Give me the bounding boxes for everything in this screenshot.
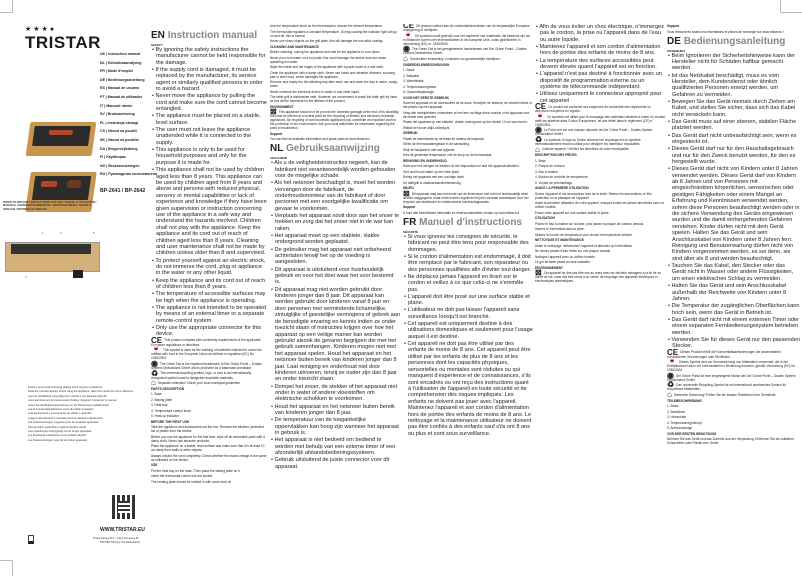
language-item: RU | Руководство пользователя [100, 172, 158, 177]
subsection-title: AVANT LA PREMIÈRE UTILISATION [535, 186, 589, 191]
en-section [151, 28, 267, 575]
disclaimer-line: Lea el manual detenidamente antes de utilizar el aparato. [28, 408, 95, 412]
green-dot-icon: ◉ [403, 44, 410, 54]
safety-item: • Si le cordon d'alimentation est endommagé, il doit être remplacé par le fabricant, son réparateur ou des personnes qualifiées afin d'éviter tout danger. [403, 254, 533, 273]
language-item: FI | Käyttöopas [100, 155, 126, 160]
subsection-title: SÉCURITÉ [403, 229, 419, 234]
disclaimer-line: Lue käyttöopas huolellisesti ennen laitteen käyttöä. [28, 434, 87, 438]
text-line: Never pour cold water on a hot plate, this could damage the device and can cause splashing hot water. [270, 55, 387, 64]
text-line: Reinig het apparaat met een vochtige doek. [403, 175, 465, 180]
symbol-paragraph [403, 30, 533, 46]
recycling-icon: ♻ [535, 134, 543, 144]
crop-mark [0, 560, 13, 576]
weee-bin-icon: ⊠ [270, 107, 277, 117]
text-line: Kies de gewenste temperatuur met de knop op de thermostaat. [403, 153, 493, 158]
safety-item: • Only use the appropriate connector for this device. [151, 325, 267, 338]
text-line: Posez votre appareil sur une surface stable et plane. [535, 210, 610, 215]
text-line: 5. Voyant de préchauffage [535, 180, 573, 185]
symbol-text: Ce produit est conforme aux exigences de conformité des règlements ou directives européens en vigueur. [535, 104, 651, 114]
recycling-icon: ♻ [151, 368, 159, 378]
safety-item: • Das Gerät darf nicht mit einem externen Timer oder einem separaten Fernbedienungssystem betrieben werden. [667, 317, 800, 336]
text-line: Nettoyez l'appareil avec un chiffon humide. [535, 254, 596, 259]
symbol-paragraph [403, 24, 533, 32]
symbol-text: Der Grüne Punkt ist eine eingetragene Marke der Der Grüne Punkt – Duales System Deutschland GmbH. [667, 373, 796, 382]
symbol-paragraph [535, 111, 665, 127]
safety-item: • L'appareil n'est pas destiné à fonctionner avec un dispositif de programmation externe ou un système de télécommande indépendant. [535, 71, 665, 90]
subsection-title: SICHERHEIT [667, 48, 686, 53]
text-line: 1. Basis [403, 68, 415, 73]
symbol-text: Le Point vert est une marque déposée de Der Grüne Punkt – Duales System Deutschland GmbH. [535, 128, 653, 137]
symbol-text: Dieses Symbol wird zur Kennzeichnung von Materialien verwendet, die in der Europäischen Union mit Lebensmitteln in Berührung kommen, gemäß Verordnung (EG) Nr. 1935/2004. [667, 360, 796, 373]
symbol-paragraph [151, 345, 267, 361]
disclaimer-line: Leia atentamente o manual antes de utilizar o aparelho. [28, 412, 93, 416]
language-list [100, 50, 158, 179]
safety-item: • Cet appareil ne doit pas être utilisé par des enfants de moins de 8 ans. Cet appareil peut être utilisé par les enfants de plus de 8 ans et les personnes dont les capacités physiques, sensorielles ou mentales sont réduites ou qui manquent d'expérience et de connaissances, s'ils sont encadrés ou ont reçu des instructions quant à l'utilisation de l'appareil en toute sécurité et de compréhension des risques impliqués. Les enfants ne doivent pas jouer avec l'appareil. Maintenez l'appareil et son cordon d'alimentation hors de portée des enfants de moins de 8 ans. Le nettoyage et la maintenance utilisateur ne doivent pas être confiés à des enfants sauf s'ils ont 8 ans ou plus et sont sous surveillance. [403, 341, 533, 437]
text-line: Never use sharp objects on the grill plate, this will damage the non-stick coating. [270, 39, 384, 43]
safety-item: • Als het netsnoer beschadigd is, moet het worden vervangen door de fabrikant, de onderhoudsmonteur van de fabrikant of door personen met een soortgelijke kwalificatie om gevaar te voorkomen. [270, 180, 400, 212]
safety-item: • Das Gerät muss auf einer ebenen, stabilen Fläche platziert werden. [667, 119, 800, 132]
symbol-paragraph [151, 358, 267, 370]
safety-item: • Beim Ignorieren der Sicherheitshinweise kann der Hersteller nicht für Schäden haftbar gemacht werden. [667, 53, 800, 72]
language-item: PT | Manual de utilizador [100, 94, 143, 99]
text-line: Nehmen Sie das Gerät und das Zubehör aus der Verpackung. Entfernen Sie die Aufkleber, Schutzfolien oder Plastik vom Gerät. [667, 437, 795, 446]
address-line: 5015 BH Tilburg | The Netherlands [100, 541, 140, 544]
text-line: 5. Aufheizanzeige [667, 426, 693, 431]
fr-continued-section [535, 24, 665, 575]
food-contact-icon: 🍷 [151, 345, 161, 355]
model-number: BP-2641 / BP-2642 [100, 188, 146, 194]
safety-item: • By ignoring the safety instructions the manufacturer cannot be held responsible for the damage. [151, 47, 267, 66]
disclaimer-line: Læs vejledningen omhyggeligt, før du bruger apparatet. [28, 430, 92, 434]
text-line: De tafelgrill is vaatwasmachinebestendig. [403, 180, 462, 185]
disclaimer-line: Před použitím spotřebiče si pečlivě přečtěte návod. [28, 425, 87, 429]
text-line: Placez le bac à chaleur sur la base, puis placez la plaque de cuisson dessus. [535, 221, 644, 226]
disclaimer-line: Läs bruksanvisningen noggrant innan du använder apparaten. [28, 421, 100, 425]
subsection-title: BEFORE THE FIRST USE [151, 419, 190, 424]
text-line: Sortez l'appareil et les accessoires hors de la boîte. Retirez les autocollants, le film protecteur ou le plastique de l'appareil. [535, 191, 652, 200]
ce-mark-icon: CE [535, 102, 547, 112]
weee-bin-icon [28, 535, 34, 544]
symbol-text: Separate collection! Check your local municipal guidelines. [157, 381, 241, 386]
text-line: Haal het apparaat en de accessoires uit de doos. Verwijder de stickers, de beschermfolie of het plastic van het apparaat. [403, 101, 532, 110]
address-line: Tristar Europe B.V. | Jules Verneweg 87 [93, 537, 139, 540]
text-line: Wipe the inside and the edges of the appliance with a paper towel or a soft cloth. [270, 65, 384, 69]
diagram-label: 3 [25, 276, 27, 279]
green-dot-icon: ◉ [151, 358, 158, 368]
symbol-text: Gescheiden inzameling! Controleer uw gemeentelijke richtlijnen. [409, 56, 501, 61]
text-line: 5. Opwarmingslampje [403, 90, 434, 95]
text-line: Remove and empty the fat collecting tray after each use and wash the tray in warm, soapy water. [270, 80, 398, 88]
subsection-title: USE [151, 463, 158, 468]
symbol-text: The Green Dot is het geregistreerde handelsmerk van Der Grüne Punkt – Duales System Deutschland GmbH. [403, 47, 527, 56]
ce-mark-icon: CE [151, 335, 163, 345]
text-line: Wikkel het snoer altijd volledig af. [403, 125, 451, 130]
text-line: Before cleaning, unplug the appliance and wait for the appliance to cool down. [270, 50, 381, 54]
text-line: 4. Temperature control knob [151, 408, 191, 413]
separate-collection-icon: ⌂ [535, 144, 540, 154]
safety-item: • Afin de vous éviter un choc électrique, n'immergez pas le cordon, la prise ou l'appareil dans de l'eau ou autre liquide. [535, 24, 665, 43]
safety-item: • Verplaats het apparaat nooit door aan het snoer te trekken en zorg dat het snoer niet in de war kan raken. [270, 213, 400, 232]
language-item: IT | Manuale utente [100, 103, 133, 108]
language-code: NL [270, 143, 284, 155]
tristar-logo: ★★★● TRISTAR [25, 26, 101, 52]
subsection-title: Support [667, 24, 680, 28]
subsection-title: VOOR HET EERSTE GEBRUIK [403, 95, 449, 100]
safety-item: • De gebruiker mag het apparaat niet onbeheerd achterlaten terwijl het op de voeding is aangesloten. [270, 247, 400, 266]
subsection-title: Support [403, 205, 416, 210]
text-line: 1. Basis [667, 404, 679, 409]
subsection-title: ONDERDELENBESCHRIJVING [403, 62, 450, 67]
text-line: Wrijf de bakplaat in met wat spijsolie. [403, 147, 456, 152]
language-item: DA | Brugervejledning [100, 146, 138, 151]
symbol-text: The Green Dot is the registered trademark of Der Grüne Punkt – Duales System Deutschland GmbH and is protected as a trademark worldwide. [151, 361, 262, 370]
product-image-grill-1 [26, 122, 97, 156]
symbol-text: This product complies with conformity requirements of the applicable European regulations or directives. [151, 338, 261, 347]
language-code: EN [151, 30, 165, 41]
text-line: 2. Backblech [667, 409, 686, 414]
text-line: Plaats het apparaat op een stabiele, vlakke ondergrond op ten minste 10 cm van muren. [403, 120, 528, 125]
subsection-title: VEILIGHEID [270, 156, 288, 161]
text-line: Take the appliance and accessories out the box. Remove the stickers, protective foil or plastic from the device. [151, 425, 265, 434]
text-line: Insérez le thermostat dans la prise. [535, 227, 585, 232]
symbol-paragraph [403, 54, 533, 64]
text-line: 4. Temperaturregelknopf [667, 420, 702, 425]
symbol-text: Le symbole, le logo ou l'icône universel de recyclage est un symbole internationalement reconnu utilisé pour désigner les matériaux recyclables. [535, 137, 641, 146]
text-line: 3. Bac à chaleur [535, 169, 559, 174]
qr-code[interactable] [112, 495, 136, 519]
subsection-title: Support [270, 131, 283, 136]
safety-item: • Als u de veiligheidsinstructies negeert, kan de fabrikant niet verantwoordelijk worden gehouden voor de mogelijke schade. [270, 160, 400, 179]
website-link[interactable]: WWW.TRISTAR.EU [100, 527, 145, 533]
safety-item: • Dit apparaat is uitsluitend voor huishoudelijk gebruik en voor het doel waar het voor bestemd is. [270, 267, 400, 286]
symbol-paragraph [667, 380, 800, 392]
safety-item: • Keep the appliance and its cord out of reach of children less than 8 years. [151, 278, 267, 291]
safety-item: • The user must not leave the appliance unattended while it is connected to the supply. [151, 127, 267, 146]
safety-item: • Houd het apparaat en het netsnoer buiten bereik van kinderen jonger dan 8 jaar. [270, 404, 400, 417]
diagram-label: 1 [42, 232, 44, 235]
text-line: The heating plate should be rubbed in with some food oil. [151, 479, 232, 484]
symbol-paragraph [535, 144, 665, 154]
text-line: Never immerse the electrical device in water or any other liquid. [270, 89, 360, 94]
text-line: Place the appliance on a stable, level surface and make sure that it is at least 10 cm away from walls or other objects. [151, 444, 265, 453]
text-line: Before you use the appliance for the first time, wipe off all removable parts with a damp cloth. Never use abrasive products. [151, 434, 265, 443]
symbol-text: Das universelle Recycling-Symbol ist ein international anerkanntes Symbol für recycelbare Materialien. [667, 383, 787, 392]
safety-list [535, 24, 665, 104]
text-line: Insert the thermostat control into the socket. [151, 474, 214, 479]
symbol-text: Cet appareil ne doit pas être mis au rebut avec les déchets ménagers à la fin de sa durée de vie, mais doit être remis à un centre de recyclage des appareils électriques et électroniques domestiques. [535, 271, 661, 284]
safety-item: • If the supply cord is damaged, it must be replaced by the manufacturer, its service agent or similarly qualified persons in order to avoid a hazard. [151, 67, 267, 93]
text-line: Plaats de warmtelade op de basis en daarna de bakplaat. [403, 136, 485, 141]
safety-item: • Dieses Gerät darf nicht von Kindern unter 8 Jahren verwendet werden. Dieses Gerät darf von Kindern ab 8 Jahren und von Personen mit eingeschränkten körperlichen, sensorischen oder geistigen Fähigkeiten oder einem Mangel an Erfahrung und Kenntnissen verwendet werden, sofern diese Personen beaufsichtigt werden oder in die sichere Verwendung des Geräts eingewiesen wurden und die damit einhergehenden Gefahren verstehen. Kinder dürfen nicht mit dem Gerät spielen. Halten Sie das Gerät und sein Anschlusskabel von Kindern unter 8 Jahren fern. Reinigung und Benutzerwartung dürfen nicht von Kindern vorgenommen werden, es sei denn, sie sind älter als 8 und werden beaufsichtigt. [667, 166, 800, 262]
symbol-paragraph [535, 134, 665, 146]
safety-item: • Dit apparaat mag niet worden gebruikt door kinderen jonger dan 8 jaar. Dit apparaat kan worden gebruikt door kinderen vanaf 8 jaar en door personen met verminderde lichamelijke, zintuiglijke of geestelijke vermogens of gebrek aan de benodigde ervaring en kennis indien ze onder toezicht staan of instructies krijgen over hoe het apparaat op een veilige manier kan worden gebruikt alsook de gevaren begrijpen die met het gebruik samenhangen. Kinderen mogen niet met het apparaat spelen. Houd het apparaat en het netsnoer buiten bereik van kinderen jonger dan 8 jaar. Laat reiniging en onderhoud niet door kinderen uitvoeren, tenzij ze ouder zijn dan 8 jaar en onder toezicht staan. [270, 287, 400, 383]
symbol-text: Ce symbole est utilisé pour le marquage des matériaux destinés à entrer en contact avec les aliments dans l'Union Européenne, tel que défini dans le règlement (CE) n° 1935/2004. [535, 114, 665, 127]
safety-item: • The appliance must be placed on a stable, level surface. [151, 113, 267, 126]
text-line: Use the temperature knob on the thermostat to choose the desired temperature. [270, 24, 383, 28]
subsection-title: GEBRUIK [403, 131, 418, 136]
safety-list [403, 234, 533, 437]
subsection-title: ENVIRONMENT [270, 104, 294, 109]
subsection-title: DESCRIPTION DES PIÈCES [535, 153, 577, 158]
text-line: 2. Baking plate [151, 397, 173, 402]
section-title: Instruction manual [167, 30, 258, 41]
section-heading [403, 217, 533, 228]
text-line: Haal voor het reinigen de stekker uit het stopcontact en laat het apparaat afkoelen. [403, 164, 520, 169]
green-dot-icon: ◉ [535, 125, 542, 135]
subsection-title: VOR DER ERSTEN BENUTZUNG [667, 431, 717, 436]
text-line: Avant la première utilisation de votre appareil, essuyez toutes les pièces amovibles avec un chiffon humide. [535, 201, 665, 210]
text-line: Clean the appliance with a damp cloth. Never use harsh and abrasive cleaners, scouring pad or steel wool, which damages the appliance. [270, 70, 395, 79]
safety-item: • Maintenez l'appareil et son cordon d'alimentation hors de portée des enfants de moins de 8 ans. [535, 44, 665, 57]
symbol-paragraph [270, 107, 400, 131]
section-title: Gebruiksaanwijzing [285, 143, 380, 155]
nl-continued-fr-section [403, 24, 533, 575]
symbol-text: This appliance should not be put into the domestic garbage at the end of its durability, but must be offered at a central point for the recycling of electric and electronic domestic appliances. By recycling of used domestic appliances you contribute an important push to the protection of our environment. Ask your local authorities for information regarding the point of recollection. [270, 110, 400, 131]
symbol-text: Getrennte Sammlung! Prüfen Sie die lokalen Richtlinien Ihrer Gemeinde. [673, 392, 777, 397]
weee-bin-icon: ⊠ [403, 188, 410, 198]
symbol-paragraph [667, 390, 800, 400]
safety-item: • Utilisez uniquement le connecteur approprié pour cet appareil [535, 91, 665, 104]
symbol-text: The universal recycling symbol, logo, or icon is an internationally recognized symbol used to designate recyclable materials. [151, 371, 252, 380]
symbol-text: Dieses Produkt erfüllt die Konformitätsanforderungen der anwendbaren europäischen Verordnungen oder Richtlinien. [667, 350, 781, 359]
subsection-title: NETTOYAGE ET MAINTENANCE [535, 238, 584, 243]
model-description: PAPER TO DISCARD / INSTRUCTIONS FOR USE / MANUEL D'UTILISATION / MANUALE / GEBRAUCHSANWEISUNG / BRUKSANVISNING / NÁVOD K OBSLUZE / INSTRUKCJA OBSŁUGI [3, 201, 97, 211]
safety-item: • La température des surfaces accessibles peut devenir élevée quand l'appareil est en fonction. [535, 58, 665, 71]
ce-mark-icon: CE [403, 24, 415, 31]
language-item: PL | Instrukcja obsługi [100, 120, 139, 125]
language-item: NO | Bruksanvisningen [100, 163, 140, 168]
text-line: 1. Base [535, 158, 546, 163]
crop-mark [780, 0, 802, 13]
text-line: Veeg alle verwijderbare onderdelen af met een vochtige doek voordat u het apparaat voor de eerste keer gebruikt. [403, 110, 530, 119]
text-line: Utilisez le bouton de température pour choisir la température désirée. [535, 232, 633, 237]
weee-bin-icon: ⊠ [535, 268, 542, 278]
symbol-paragraph [535, 102, 665, 114]
safety-item: • Ne déplacez jamais l'appareil en tirant sur le cordon et veillez à ce que celui-ci ne s'emmêle pas. [403, 274, 533, 293]
symbol-text: Dit apparaat mag aan het einde van de levensduur niet met het huishoudelijk afval worden weggegooid, maar moet worden ingeleverd bij een centraal inzamelpunt voor het recyclen van elektrische en elektronische huishoudapparaten. [403, 191, 529, 204]
safety-item: • Verwenden Sie für dieses Gerät nur den passenden Stecker. [667, 337, 800, 350]
language-item: SV | Bruksanvisning [100, 112, 135, 117]
disclaimer-line: Prosimy przeczytać instrukcję obsługi przed użyciem urządzenia. [28, 386, 103, 389]
text-line: Le gril de table passe au lave-vaisselle. [535, 260, 591, 265]
language-item: CS | Návod na použití [100, 129, 137, 134]
language-code: DE [667, 35, 681, 47]
disclaimer-line: Leggere attentamente il manuale prima di utilizzare l'apparecchio. [28, 416, 104, 420]
safety-item: • Never move the appliance by pulling the cord and make sure the cord cannot become entangled. [151, 93, 267, 112]
symbol-paragraph [535, 125, 665, 137]
symbol-paragraph [667, 357, 800, 373]
safety-item: • Bewegen Sie das Gerät niemals durch Ziehen am Kabel, und stellen Sie sicher, dass sich das Kabel nicht verwickeln kann. [667, 99, 800, 118]
symbol-paragraph [151, 368, 267, 380]
subsection-title: UTILISATION [535, 216, 555, 221]
subsection-title: MILIEU [403, 186, 414, 191]
safety-item: • Dompel het snoer, de stekker of het apparaat niet onder in water of andere vloeistoffen om elektrische schokken te voorkomen. [270, 384, 400, 403]
text-line: Steek de thermostaatregelaar in de aansluiting. [403, 142, 470, 147]
safety-item: • To protect yourself against an electric shock, do not immerse the cord, plug or appliance in the water or any other liquid. [151, 258, 267, 277]
symbol-paragraph [535, 268, 665, 284]
text-line: 2. Bakplaat [403, 73, 419, 78]
safety-item: • Tauchen Sie das Kabel, den Stecker oder das Gerät nicht in Wasser oder andere Flüssigkeiten, um einen elektrischen Schlag zu vermeiden. [667, 263, 800, 282]
section-title: Manuel d'instructions [419, 216, 523, 228]
text-line: Avant le nettoyage, débranchez l'appareil et attendez qu'il refroidisse. [535, 243, 633, 248]
section-heading [151, 30, 267, 41]
en-continued-nl-section [270, 24, 400, 575]
food-contact-icon: 🍷 [403, 30, 413, 40]
subsection-title: REINIGING EN ONDERHOUD [403, 158, 447, 163]
section-heading [667, 36, 800, 47]
disclaimer-line: Les bruksanvisningen nøye før du bruker apparatet. [28, 438, 88, 442]
text-line: Put the heat tray on the base. Then place the baking plate on it. [151, 468, 241, 473]
subsection-title: CLEANING AND MAINTENANCE [270, 44, 319, 49]
diagram-label: 2 [60, 232, 62, 235]
safety-item: • De temperatuur van de toegankelijke oppervlakken kan hoog zijn wanneer het apparaat in gebruik is. [270, 417, 400, 436]
crop-mark [0, 0, 13, 13]
disclaimer-line: Read the manual carefully before using the appliance. Save the manual for future reference. [28, 390, 134, 394]
safety-item: • Het apparaat is niet bedoeld om bediend te worden met behulp van een externe timer of een afzonderlijk afstandsbedieningssysteem. [270, 437, 400, 456]
symbol-paragraph [151, 378, 267, 388]
food-contact-icon: 🍷 [667, 357, 677, 367]
section-heading [270, 143, 400, 154]
disclaimer-line: Lees de handleiding zorgvuldig door voordat u het apparaat gebruikt. [28, 394, 108, 398]
symbol-text: Dit symbool wordt gebruikt voor het markeren van materialen die bestemd zijn om in contact te komen met levensmiddelen in de Europese Unie, zoals gedefinieerd in verordening (EG) nr. 1935/2004. [403, 33, 531, 46]
text-line: The thermostat regulates a constant temperature. During cooking the indicator light will go on and off, this is normal. [270, 29, 397, 38]
safety-item: • Ist das Netzkabel beschädigt, muss es vom Hersteller, dem Kundendienst oder ähnlich qualifizierten Personen ersetzt werden, um Gefahren zu vermeiden. [667, 73, 800, 99]
safety-item: • Si vous ignorez les consignes de sécurité, le fabricant ne peut être tenu pour responsable des dommages. [403, 234, 533, 253]
safety-item: • Dieses Gerät darf nur für den Haushaltsgebrauch und nur für den Zweck benutzt werden, für den es hergestellt wurde. [667, 146, 800, 165]
recycling-icon: ♻ [667, 380, 675, 390]
safety-item: • Gebruik uitsluitend de juiste connector voor dit apparaat. [270, 457, 400, 470]
diagram-label: 5 [93, 232, 95, 235]
separate-collection-icon: ⌂ [667, 390, 672, 400]
subsection-title: PARTS DESCRIPTION [151, 386, 185, 391]
diagram-label: 4 [77, 276, 79, 279]
text-line: 2. Plaque de cuisson [535, 164, 565, 169]
text-line: 4. Temperatuurregelaar [403, 84, 437, 89]
support-text: U kunt alle beschikbare informatie en reserveonderdelen vinden op www.tristar.eu! [403, 210, 520, 215]
de-section [667, 24, 800, 575]
safety-item: • Das Gerät darf nicht unbeaufsichtigt sein, wenn es eingesteckt ist. [667, 133, 800, 146]
safety-item: • Halten Sie das Gerät und sein Anschlusskabel außerhalb der Reichweite von Kindern unter 8 Jahren. [667, 283, 800, 302]
subsection-title: TEILEBESCHREIBUNG [667, 398, 702, 403]
language-code: FR [403, 216, 417, 228]
safety-item: • This appliance is only to be used for household purposes and only for the purpose it is made for. [151, 147, 267, 166]
green-dot-icon: ◉ [667, 370, 674, 380]
language-item: SK | Návod na použitie [100, 137, 139, 142]
safety-item: • L'appareil doit être posé sur une surface stable et plane. [403, 294, 533, 307]
text-line: 5. Heat-up indicator [151, 414, 179, 419]
text-line: Ne versez jamais d'eau froide sur une plaque chaude. [535, 249, 612, 254]
separate-collection-icon: ⌂ [151, 378, 156, 388]
safety-item: • Het apparaat moet op een stabiele, vlakke ondergrond worden geplaatst. [270, 233, 400, 246]
language-item: NL | Gebruiksaanwijzing [100, 60, 142, 65]
safety-item: • Cet appareil est uniquement destiné à des utilisations domestiques et seulement pour l'usage auquel il est destiné. [403, 321, 533, 340]
language-item: ES | Manual de usuario [100, 86, 140, 91]
subsection-title: SAFETY [151, 43, 163, 47]
text-line: 3. Heat tray [151, 403, 168, 408]
safety-item: • This appliance shall not be used by children aged less than 8 years. This appliance can be used by children aged from 8 years and above and persons with reduced physical, sensory or mental capabilities or lack of experience and knowledge if they have been given supervision or instruction concerning use of the appliance in a safe way and understand the hazards involved. Children shall not play with the appliance. Keep the appliance and its cord out of reach of children aged less than 8 years. Cleaning and user maintenance shall not be made by children unless older than 8 and supervised. [151, 167, 267, 257]
support-text: Vous retrouverez toutes les informations et pièces de rechange sur www.tristar.eu ! [667, 29, 784, 34]
text-line: 1. Base [151, 392, 162, 397]
text-line: 3. Heizschale [667, 415, 687, 420]
safety-item: • Die Temperatur der zugänglichen Oberflächen kann hoch sein, wenn das Gerät in Betrieb ist. [667, 303, 800, 316]
safety-item: • The appliance is not intended to be operated by means of an external timer or a separate remote-control system. [151, 305, 267, 324]
safety-list [151, 47, 267, 338]
parts-diagram [5, 232, 100, 280]
disclaimer-block [28, 386, 136, 482]
symbol-text: This symbol is used for the marking of materials intended to come into contact with food in the European Union as defined in regulation (EC) No 1935/2004. [151, 348, 262, 361]
safety-list [667, 53, 800, 350]
text-line: 4. Bouton de contrôle de température [535, 175, 588, 180]
text-line: Always unwind the cord completely. Check whether the mains voltage is the same as indicated on the device. [151, 453, 267, 462]
symbol-paragraph [667, 370, 800, 382]
safety-item: • L'utilisateur ne doit pas laisser l'appareil sans surveillance lorsqu'il est branché. [403, 307, 533, 320]
text-line: 3. Warmtelade [403, 79, 424, 84]
symbol-text: Collecte séparée ! Vérifiez les directives de votre municipalité. [541, 147, 630, 152]
symbol-paragraph [667, 347, 800, 359]
ce-mark-icon: CE [667, 347, 679, 357]
safety-item: • The temperature of accessible surfaces may be high when the appliance is operating. [151, 291, 267, 304]
language-item: DE | Bedienungsanleitung [100, 77, 145, 82]
symbol-text: Dit product voldoet aan de conformiteitsvereisten van de toepasselijke Europese regelgeving of richtlijnen. [403, 24, 530, 33]
text-line: The table grill is dishwasher safe. However, we recommend to wash the table grill by hand as this will be beneficial for the lifetime of the product. [270, 95, 398, 103]
food-contact-icon: 🍷 [535, 111, 545, 121]
symbol-paragraph [403, 44, 533, 56]
language-item: UK | Instruction manual [100, 52, 141, 56]
section-title: Bedienungsanleitung [683, 35, 786, 47]
language-item: FR | Mode d'emploi [100, 69, 133, 74]
subsection-title: ENVIRONNEMENT [535, 265, 563, 270]
separate-collection-icon: ⌂ [403, 54, 408, 64]
safety-list [270, 160, 400, 470]
disclaimer-line: Lesen Sie die Bedienungsanleitung vor der Benutzung sorgfältig durch. [28, 403, 110, 407]
disclaimer-line: Lisez attentivement le manuel avant d'utiliser l'appareil. Conservez le manuel. [28, 399, 118, 403]
support-text: You can find all available information and spare parts at www.tristar.eu! [270, 137, 370, 142]
symbol-paragraph [151, 335, 267, 347]
text-line: Giet nooit koud water op een hete plaat. [403, 169, 460, 174]
